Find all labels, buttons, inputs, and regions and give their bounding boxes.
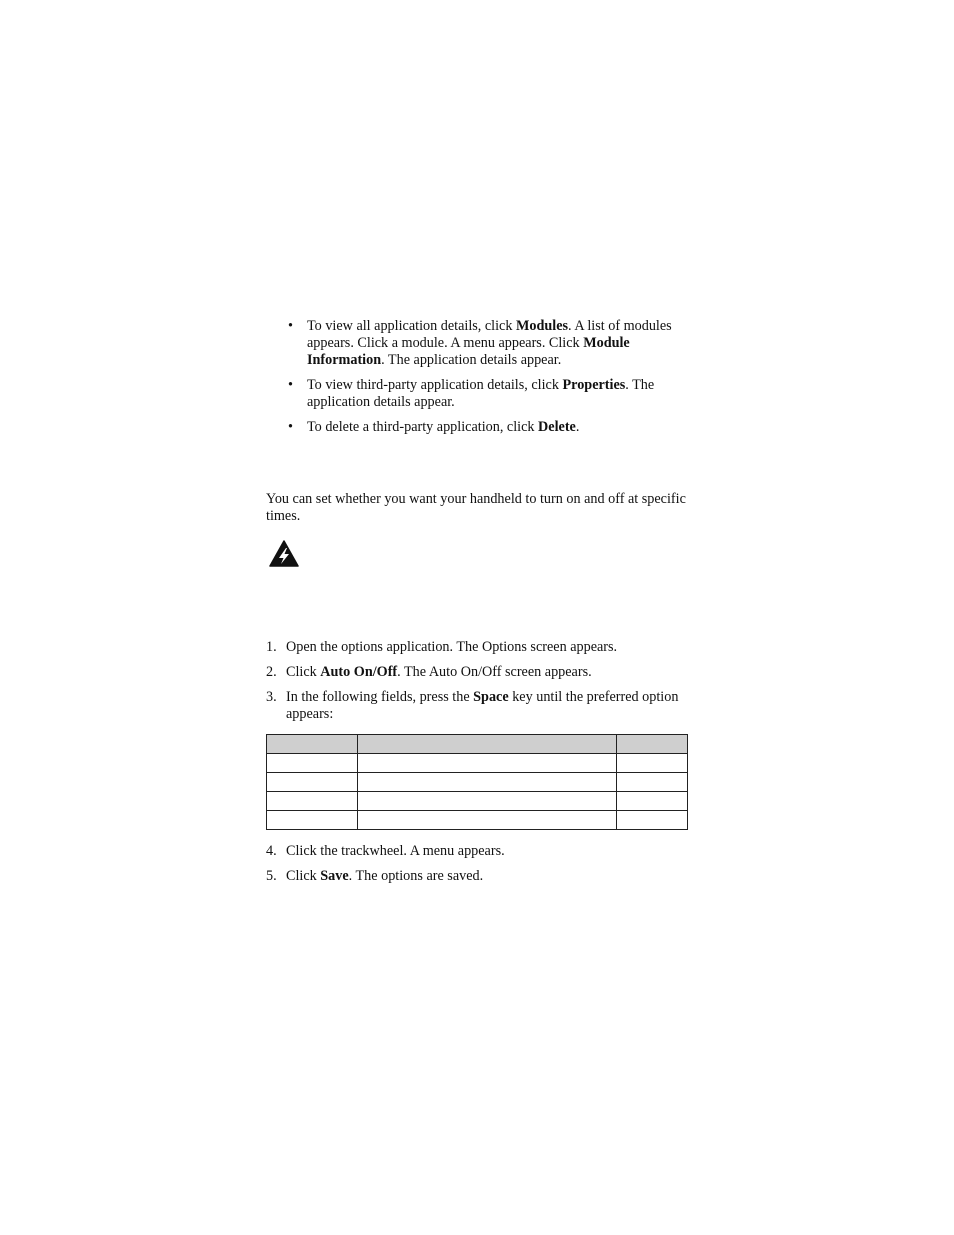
ui-term-module-information: Module Information (307, 335, 630, 368)
table-row (267, 811, 688, 830)
table-header-cell (267, 735, 358, 754)
table-cell (617, 792, 688, 811)
auto-on-off-options-table (266, 734, 688, 830)
table-cell (267, 773, 358, 792)
step-number: 1. (266, 639, 277, 655)
step-text: . The options are saved. (348, 868, 484, 884)
step-text: In the following fields, press the (286, 689, 474, 705)
step-item (266, 689, 691, 723)
bullet-item-view-modules (288, 318, 688, 369)
ui-term-auto-on-off: Auto On/Off (320, 664, 398, 680)
table-cell (267, 811, 358, 830)
table-cell (358, 792, 617, 811)
table-cell (267, 792, 358, 811)
step-item (266, 639, 691, 656)
table-cell (358, 754, 617, 773)
bullet-text: To delete a third-party application, click (307, 419, 539, 435)
application-details-bullet-list (288, 318, 688, 444)
auto-on-off-intro-paragraph: You can set whether you want your handheld to turn on and off at specific times. (266, 491, 686, 524)
bullet-text: . A list of modules appears. Click a module. A menu appears. Click (307, 318, 672, 351)
step-item (266, 868, 691, 885)
bullet-text: To view all application details, click (307, 318, 516, 334)
table-cell (617, 754, 688, 773)
table-cell (358, 773, 617, 792)
ui-term-modules: Modules (516, 318, 569, 334)
table-row (267, 773, 688, 792)
table-row (267, 792, 688, 811)
bullet-text: . (575, 419, 580, 435)
step-number: 2. (266, 664, 277, 680)
ui-term-save: Save (320, 868, 349, 884)
step-item (266, 664, 691, 681)
table-header-cell (358, 735, 617, 754)
table-cell (617, 811, 688, 830)
table-cell (358, 811, 617, 830)
table-cell (617, 773, 688, 792)
ui-term-space: Space (473, 689, 509, 705)
ui-term-delete: Delete (538, 419, 576, 435)
step-number: 4. (266, 843, 277, 859)
step-number: 3. (266, 689, 277, 705)
procedure-steps-part-one (266, 639, 691, 731)
bullet-item-delete (288, 419, 688, 436)
step-text: Click (286, 868, 321, 884)
bullet-text: . The application details appear. (307, 377, 655, 410)
bullet-item-view-properties (288, 377, 688, 411)
procedure-steps-part-two (266, 843, 691, 893)
step-text: . The Auto On/Off screen appears. (397, 664, 592, 680)
warning-lightning-icon (269, 540, 299, 567)
step-text: Open the options application. The Options screen appears. (286, 639, 618, 655)
step-text: Click the trackwheel. A menu appears. (286, 843, 505, 859)
step-text: key until the preferred option appears: (286, 689, 679, 722)
step-item (266, 843, 691, 860)
step-text: Click (286, 664, 321, 680)
table-header-row (267, 735, 688, 754)
bullet-text: To view third-party application details, click (307, 377, 563, 393)
step-number: 5. (266, 868, 277, 884)
ui-term-properties: Properties (562, 377, 626, 393)
bullet-text: . The application details appear. (381, 352, 562, 368)
table-header-cell (617, 735, 688, 754)
table-cell (267, 754, 358, 773)
table-row (267, 754, 688, 773)
